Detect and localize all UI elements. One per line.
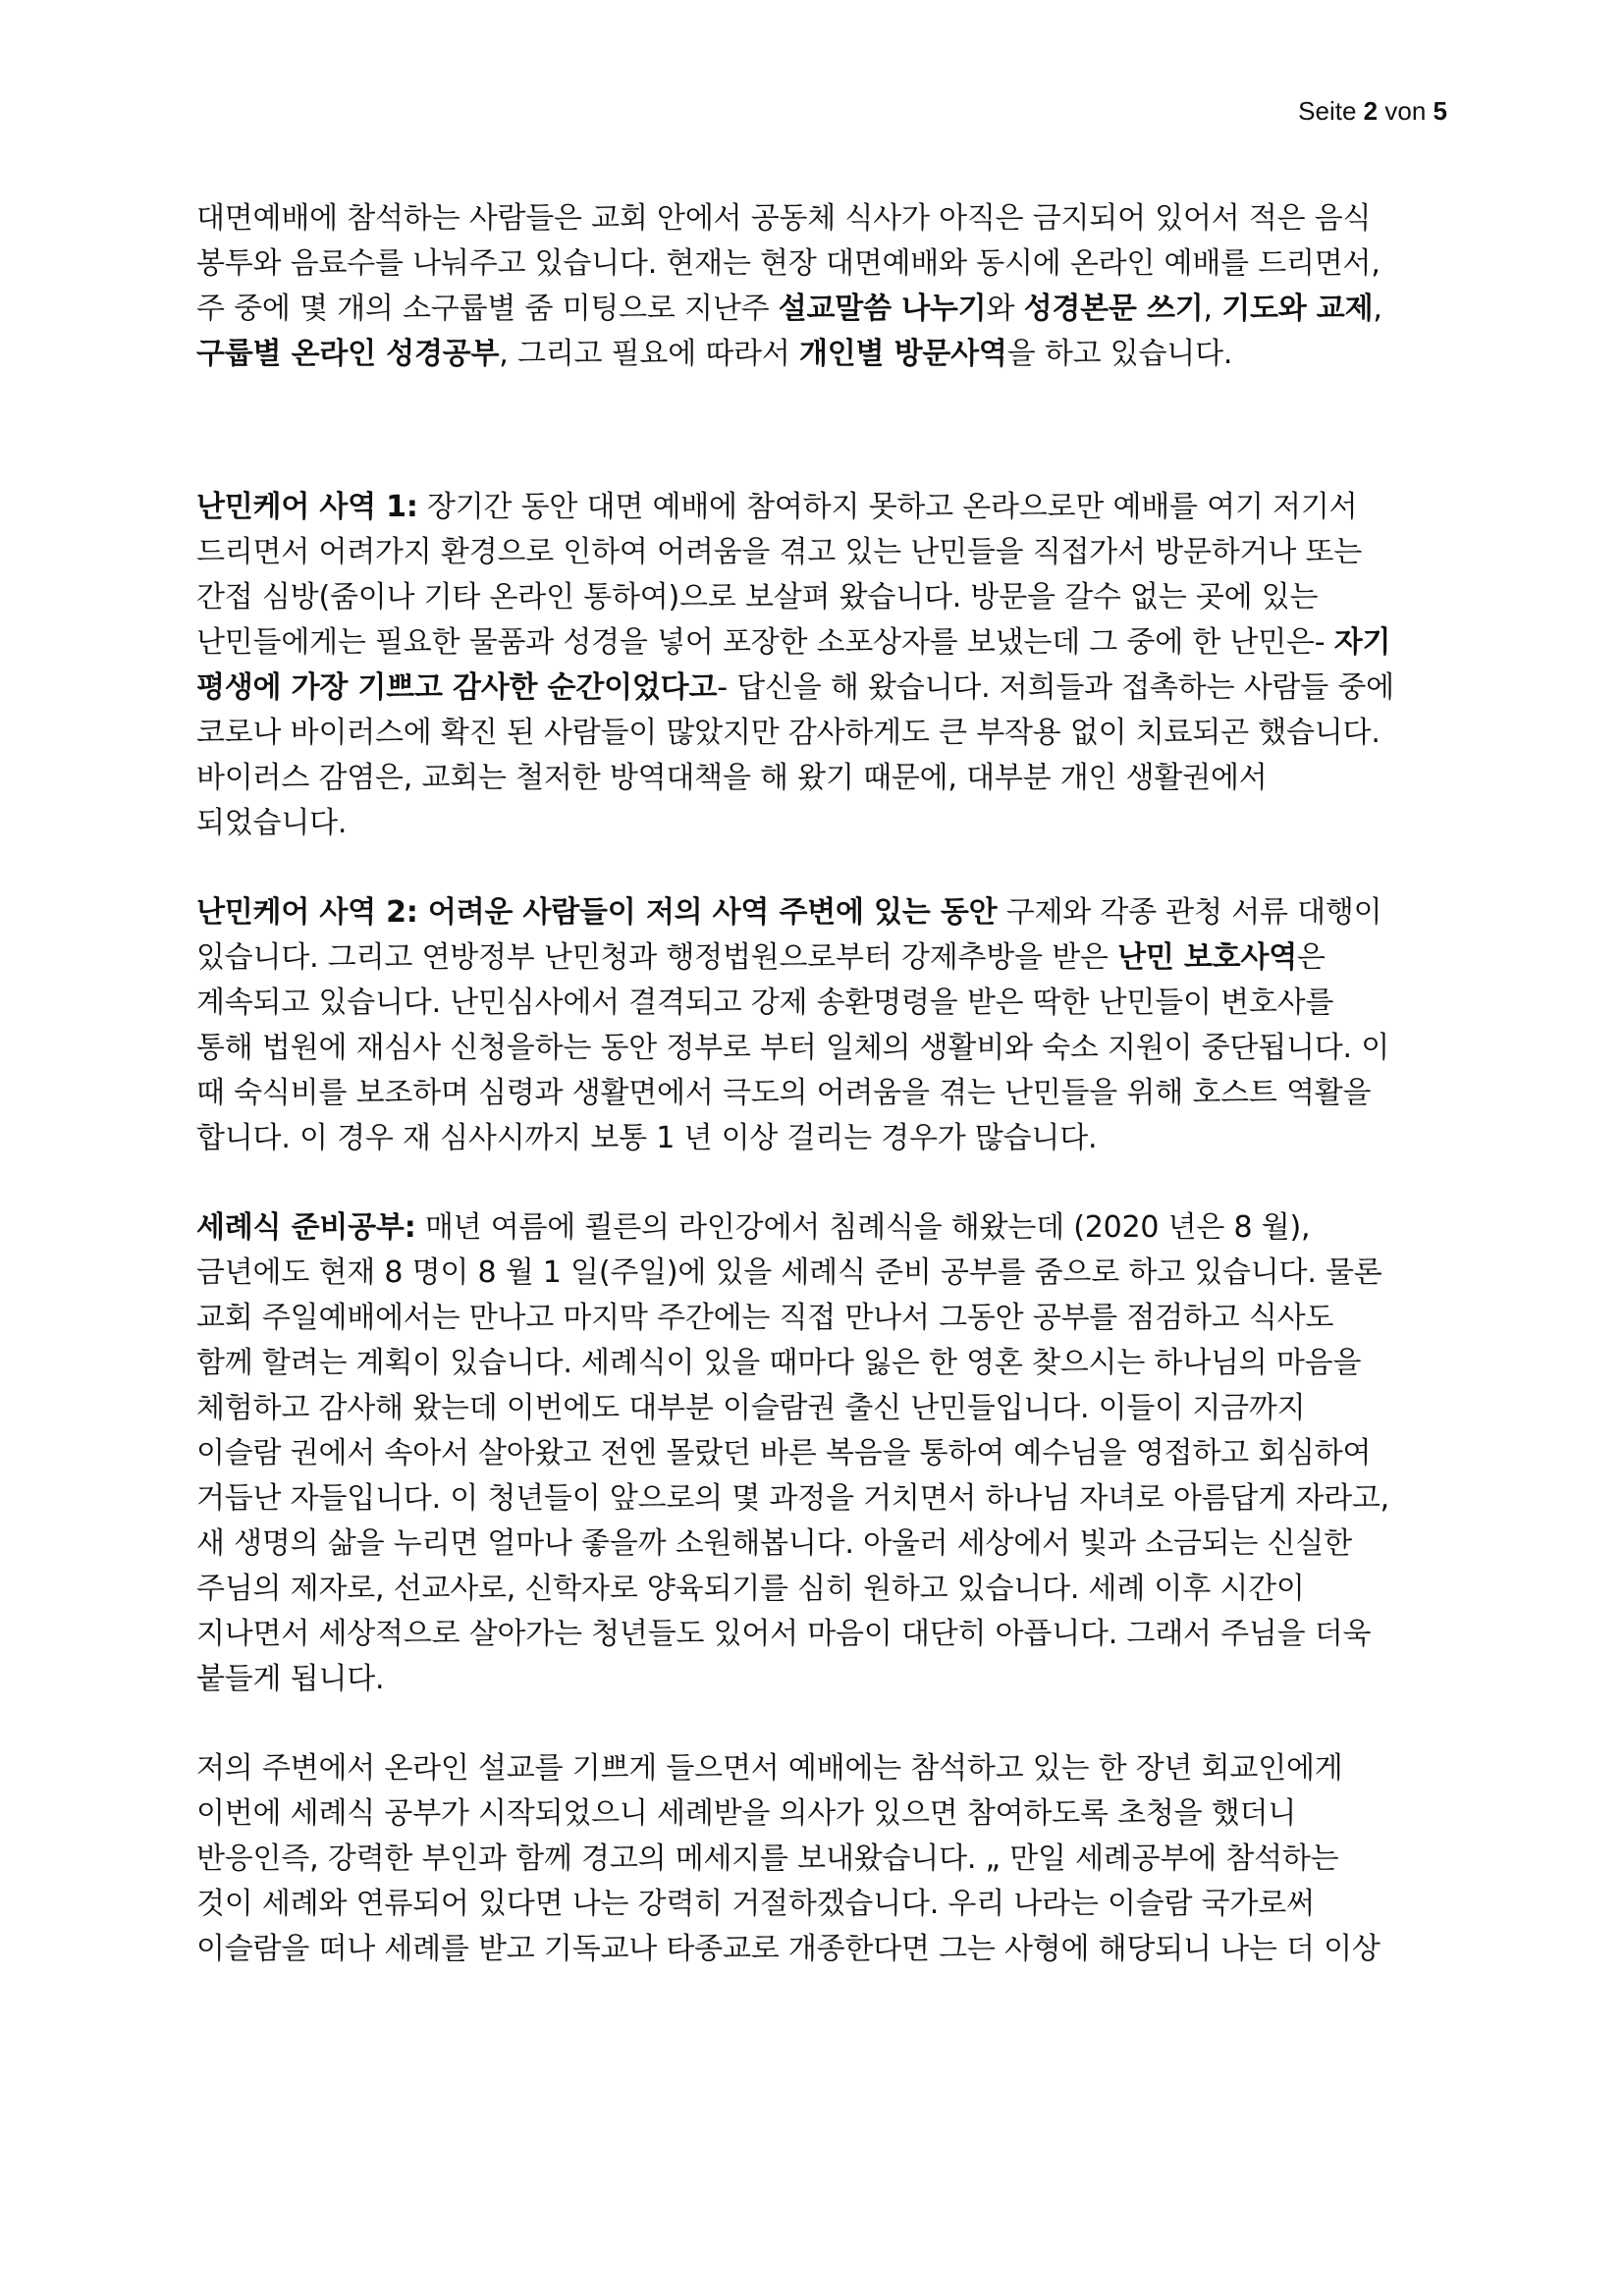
- text-segment: - 답신을 해 왔습니다. 저희들과 접촉하는 사람들 중에: [717, 670, 1394, 705]
- text-line: [196, 1341, 1443, 1386]
- text-segment: 주님의 제자로, 선교사로, 신학자로 양육되기를 심히 원하고 있습니다. 세례 이후 시간이: [196, 1572, 1305, 1606]
- text-line: [196, 1567, 1443, 1612]
- text-line: [196, 1657, 1443, 1702]
- text-segment: 것이 세례와 연류되어 있다면 나는 강력히 거절하겠습니다. 우리 나라는 이슬람 국가로써: [196, 1887, 1315, 1921]
- text-segment: 장기간 동안 대면 예배에 참여하지 못하고 온라으로만 예배를 여기 저기서: [417, 490, 1358, 524]
- text-segment: ,: [1373, 292, 1382, 326]
- text-line: [196, 1522, 1443, 1567]
- text-segment: ,: [1203, 292, 1222, 326]
- text-segment: 주 중에 몇 개의 소구룹별 줌 미팅으로 지난주: [196, 292, 779, 326]
- text-segment: 구제와 각종 관청 서류 대행이: [997, 895, 1382, 930]
- text-segment: 대면예배에 참석하는 사람들은 교회 안에서 공동체 식사가 아직은 금지되어 있어서 적은 음식: [196, 201, 1372, 236]
- text-segment: 간접 심방(줌이나 기타 온라인 통하여)으로 보살펴 왔습니다. 방문을 갈수 없는 곳에 있는: [196, 580, 1319, 614]
- page-total: 5: [1433, 96, 1447, 126]
- text-segment: 이번에 세례식 공부가 시작되었으니 세례받을 의사가 있으면 참여하도록 초청을 했더니: [196, 1796, 1297, 1831]
- text-line: [196, 890, 1443, 935]
- text-segment: 매년 여름에 쾰른의 라인강에서 침례식을 해왔는데 (2020 년은 8 월),: [415, 1210, 1311, 1245]
- text-line: [196, 1882, 1443, 1927]
- text-line: [196, 575, 1443, 620]
- text-line: [196, 981, 1443, 1026]
- text-line: [196, 620, 1443, 666]
- text-line: [196, 756, 1443, 801]
- text-segment: 체험하고 감사해 왔는데 이번에도 대부분 이슬람권 출신 난민들입니다. 이들이 지금까지: [196, 1391, 1306, 1425]
- document-body: [196, 196, 1443, 2016]
- bold-text: 평생에 가장 기쁘고 감사한 순간이었다고: [196, 670, 718, 705]
- text-line: [196, 1251, 1443, 1296]
- text-segment: 함께 할려는 계획이 있습니다. 세례식이 있을 때마다 잃은 한 영혼 찾으시는 하나님의 마음을: [196, 1346, 1362, 1380]
- text-segment: 봉투와 음료수를 나눠주고 있습니다. 현재는 현장 대면예배와 동시에 온라인 예배를 드리면서,: [196, 246, 1380, 281]
- text-segment: 지나면서 세상적으로 살아가는 청년들도 있어서 마음이 대단히 아픕니다. 그래서 주님을 더욱: [196, 1617, 1372, 1651]
- text-segment: 붙들게 됩니다.: [196, 1662, 385, 1696]
- text-segment: 금년에도 현재 8 명이 8 월 1 일(주일)에 있을 세례식 준비 공부를 줌으로 하고 있습니다. 물론: [196, 1255, 1382, 1290]
- text-segment: 새 생명의 삶을 누리면 얼마나 좋을까 소원해봅니다. 아울러 세상에서 빛과 소금되는 신실한: [196, 1526, 1352, 1561]
- bold-text: 기도와 교제: [1221, 292, 1374, 326]
- text-line: [196, 935, 1443, 981]
- text-line: [196, 801, 1443, 846]
- text-line: [196, 1205, 1443, 1251]
- text-segment: 을 하고 있습니다.: [1006, 337, 1233, 371]
- text-line: [196, 1026, 1443, 1071]
- page-current: 2: [1363, 96, 1379, 126]
- text-segment: 바이러스 감염은, 교회는 철저한 방역대책을 해 왔기 때문에, 대부분 개인 생활권에서: [196, 761, 1268, 795]
- text-line: [196, 1746, 1443, 1791]
- text-segment: 통해 법원에 재심사 신청을하는 동안 정부로 부터 일체의 생활비와 숙소 지원이 중단됩니다. 이: [196, 1031, 1390, 1065]
- text-line: [196, 485, 1443, 530]
- text-segment: 드리면서 어려가지 환경으로 인하여 어려움을 겪고 있는 난민들을 직접가서 방문하거나 또는: [196, 535, 1363, 569]
- text-line: [196, 530, 1443, 575]
- text-line: [196, 1386, 1443, 1431]
- text-line: [196, 1791, 1443, 1837]
- text-line: [196, 1837, 1443, 1882]
- paragraph: [196, 890, 1443, 1161]
- text-segment: 교회 주일예배에서는 만나고 마지막 주간에는 직접 만나서 그동안 공부를 점검하고 식사도: [196, 1301, 1334, 1335]
- bold-text: 세례식 준비공부:: [196, 1210, 416, 1245]
- page-label: Seite: [1298, 96, 1357, 126]
- text-line: [196, 1476, 1443, 1522]
- bold-text: 개인별 방문사역: [799, 337, 1007, 371]
- text-line: [196, 711, 1443, 756]
- text-line: [196, 287, 1443, 332]
- text-line: [196, 666, 1443, 711]
- page-number: [1298, 96, 1447, 127]
- text-line: [196, 332, 1443, 377]
- text-segment: 있습니다. 그리고 연방정부 난민청과 행정법원으로부터 강제추방을 받은: [196, 940, 1118, 975]
- paragraph: [196, 1205, 1443, 1702]
- bold-text: 난민케어 사역 1:: [196, 490, 418, 524]
- bold-text: 구룹별 온라인 성경공부: [196, 337, 500, 371]
- bold-text: 자기: [1333, 625, 1391, 660]
- paragraph: [196, 1746, 1443, 1972]
- paragraph: [196, 485, 1443, 846]
- text-line: [196, 1116, 1443, 1161]
- bold-text: 설교말씀 나누기: [778, 292, 987, 326]
- text-line: [196, 1612, 1443, 1657]
- text-line: [196, 241, 1443, 287]
- text-segment: 코로나 바이러스에 확진 된 사람들이 많았지만 감사하게도 큰 부작용 없이 치료되곤 했습니다.: [196, 716, 1380, 750]
- text-segment: 이슬람을 떠나 세례를 받고 기독교나 타종교로 개종한다면 그는 사형에 해당되니 나는 더 이상: [196, 1932, 1380, 1966]
- text-segment: 은: [1297, 940, 1326, 975]
- text-segment: 되었습니다.: [196, 806, 348, 840]
- text-segment: 저의 주변에서 온라인 설교를 기쁘게 들으면서 예배에는 참석하고 있는 한 장년 회교인에게: [196, 1751, 1343, 1786]
- text-line: [196, 1071, 1443, 1116]
- text-segment: , 그리고 필요에 따라서: [499, 337, 799, 371]
- text-segment: 반응인즉, 강력한 부인과 함께 경고의 메세지를 보내왔습니다. „ 만일 세례공부에 참석하는: [196, 1842, 1339, 1876]
- bold-text: 난민 보호사역: [1117, 940, 1298, 975]
- bold-text: 난민케어 사역 2: 어려운 사람들이 저의 사역 주변에 있는 동안: [196, 895, 998, 930]
- text-segment: 계속되고 있습니다. 난민심사에서 결격되고 강제 송환명령을 받은 딱한 난민들이 변호사를: [196, 986, 1334, 1020]
- page-of: von: [1384, 96, 1427, 126]
- text-line: [196, 1296, 1443, 1341]
- text-line: [196, 1431, 1443, 1476]
- text-segment: 거듭난 자들입니다. 이 청년들이 앞으로의 몇 과정을 거치면서 하나님 자녀로 아름답게 자라고,: [196, 1481, 1390, 1516]
- text-line: [196, 196, 1443, 241]
- text-line: [196, 1927, 1443, 1972]
- text-segment: 때 숙식비를 보조하며 심령과 생활면에서 극도의 어려움을 겪는 난민들을 위해 호스트 역활을: [196, 1076, 1372, 1110]
- text-segment: 합니다. 이 경우 재 심사시까지 보통 1 년 이상 걸리는 경우가 많습니다.: [196, 1121, 1098, 1155]
- text-segment: 와: [986, 292, 1024, 326]
- text-segment: 이슬람 권에서 속아서 살아왔고 전엔 몰랐던 바른 복음을 통하여 예수님을 영접하고 회심하여: [196, 1436, 1372, 1470]
- paragraph: [196, 196, 1443, 377]
- text-segment: 난민들에게는 필요한 물품과 성경을 넣어 포장한 소포상자를 보냈는데 그 중에 한 난민은-: [196, 625, 1334, 660]
- bold-text: 성경본문 쓰기: [1023, 292, 1204, 326]
